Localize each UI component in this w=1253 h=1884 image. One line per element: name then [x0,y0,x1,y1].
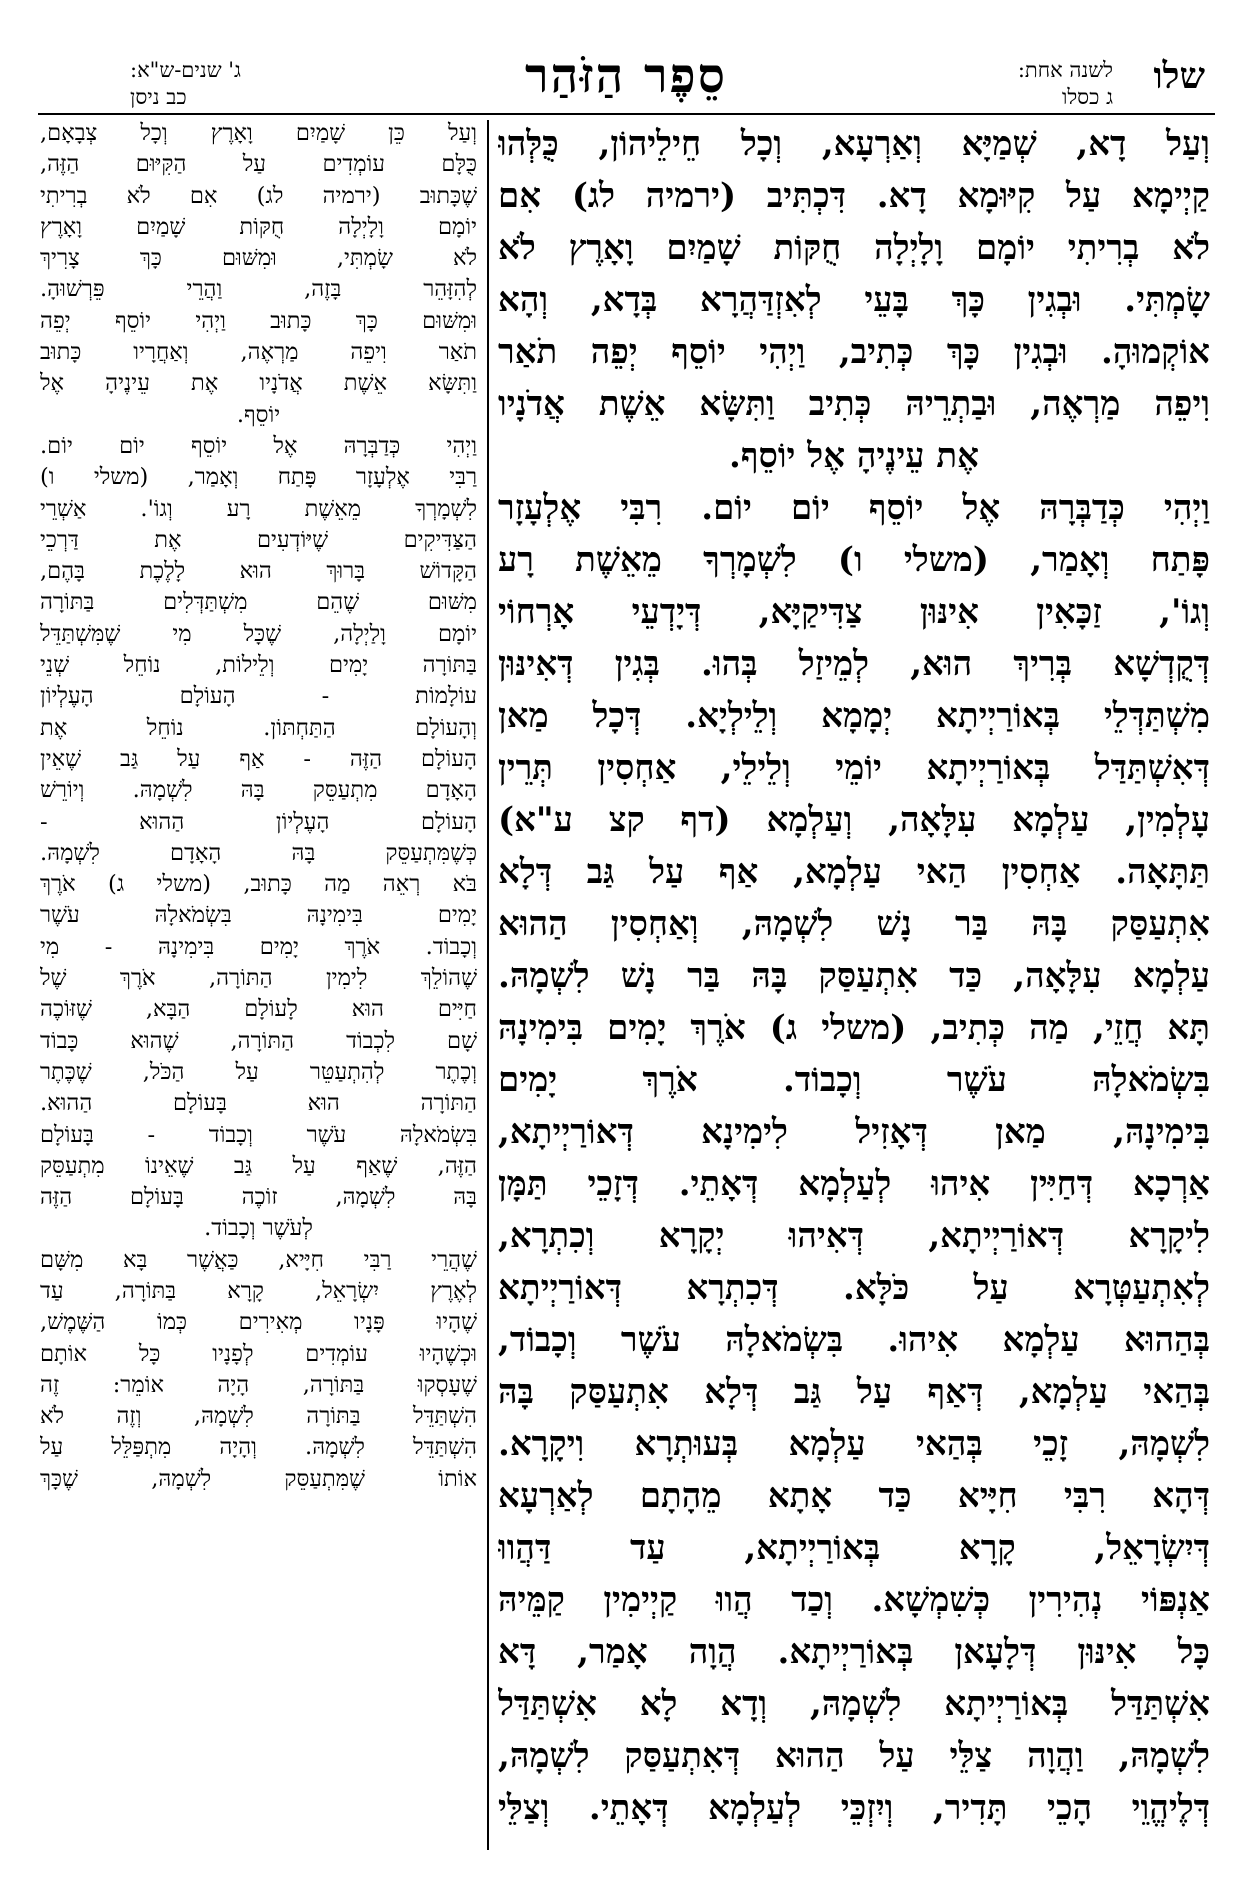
book-title: סֵפֶר הַזֹּהַר [525,48,727,104]
text-line: וַיְהִי כְּדַבְּרָהּ אֶל יוֹסֵף יוֹם יוֹם. רִבִּי אֶלְעָזָר [498,488,1210,528]
schedule-three-year-date: כב ניסן [130,85,187,109]
text-line: אוֹקְמוּהָ. וּבְגִין כָּךְ כְּתִיב, וַיְהִי יוֹסֵף יְפֵה תֹאַר [498,332,1210,372]
hebrew-translation-column [40,118,477,1874]
text-line: שֶׁהוֹלֵךְ לִימִין הַתּוֹרָה, אֹרֶךְ שֶׁל [40,965,477,992]
text-line: וְעַל דָא, שְׁמַיָּא וְאַרְעָא, וְכָל חֵילֵיהוֹן, כֻּלְּהוּ [498,124,1210,164]
text-line: תַּתָּאָה. אַחְסִין הַאי עַלְמָא, אַף עַל גַּב דְּלָא [498,852,1210,892]
text-line: לְאֶרֶץ יִשְׂרָאֵל, קָרָא בַּתּוֹרָה, עַד [40,1277,477,1304]
text-line: שֶׁהֲרֵי רַבִּי חִיָּיא, כַּאֲשֶׁר בָּא מִשָּׁם [40,1246,477,1273]
text-line: הָעוֹלָם הָעֶלְיוֹן הַהוּא - [40,808,477,835]
text-line: אִשְׁתַּדַּל בְּאוֹרַיְיתָא לִשְׁמָהּ, וְדָא לָא אִשְׁתַּדַּל [498,1684,1210,1724]
aramaic-text-column [498,118,1210,1874]
text-line: דְּאִשְׁתַּדַּל בְּאוֹרַיְיתָא יוֹמֵי וְלֵילֵי, אַחְסִין תְּרֵין [498,748,1210,788]
text-line: בְּהַהוּא עַלְמָא אִיהוּ. בִּשְׂמֹאלָהּ עֹשֶׁר וְכָבוֹד, [498,1320,1210,1360]
text-line: וְגוֹ', זַכָּאִין אִינּוּן צַדִּיקַיָּא, דְּיָדְעֵי אָרְחוֹי [498,592,1210,632]
text-line: לְעֹשֶׁר וְכָבוֹד. [204,1215,313,1242]
text-line: אֶת עֵינֶיהָ אֶל יוֹסֵף. [729,436,979,476]
text-line: דְּקֻדְשָׁא בְּרִיךְ הוּא, לְמֵיזַל בְּהוּ. בְּגִין דְּאִינּוּן [498,644,1210,684]
text-line: הַתּוֹרָה הוּא בָּעוֹלָם הַהוּא. [40,1090,477,1117]
text-line: קַיְימָא עַל קִיּוּמָא דָא. דִּכְתִּיב (ירמיה לג) אִם [498,176,1210,216]
text-line: שָׂמְתִּי. וּבְגִין כָּךְ בָּעֵי לְאִזְדַּהֲרָא בְּדָא, וְהָא [498,280,1210,320]
text-line: לִשְׁמָרְךָ מֵאֵשֶׁת רָע וְגוֹ'. אַשְׁרֵי [40,495,477,522]
text-line: וְעַל כֵּן שָׁמַיִם וָאָרֶץ וְכָל צְבָאָם, [40,120,477,146]
text-line: לֹא בְרִיתִי יוֹמָם וָלָיְלָה חֻקּוֹת שָׁמַיִם וָאָרֶץ לֹא [498,228,1210,268]
text-line: עָלְמִין, עַלְמָא עִלָּאָה, וְעַלְמָא (דף קצ ע"א) [498,800,1210,840]
text-line: בִּשְׂמֹאלָהּ עֹשֶׁר וְכָבוֹד - בָּעוֹלָם [40,1121,477,1148]
text-line: וּכְשֶׁהָיוּ עוֹמְדִים לְפָנָיו כָּל אוֹתָם [40,1340,477,1367]
text-line: בָּהּ לִשְׁמָהּ, זוֹכֶה בָּעוֹלָם הַזֶּה [40,1184,477,1211]
text-line: לֹא שָׂמְתִּי, וּמִשּׁוּם כָּךְ צָרִיךְ [40,245,477,272]
text-line: שֶׁהָיוּ פָּנָיו מְאִירִים כְּמוֹ הַשֶּׁמֶשׁ, [40,1309,477,1336]
text-line: אַרְכָא דְּחַיִּין אִיהוּ לְעַלְמָא דְּאָתֵי. דְּזָכֵי תַּמָּן [498,1164,1210,1204]
text-line: יוֹמָם וָלַיְלָה, שֶׁכָּל מִי שֶׁמִּשְׁתַּדֵּל [40,620,477,647]
text-line: יוֹמָם וָלָיְלָה חֻקּוֹת שָׁמַיִם וָאָרֶץ [40,213,477,240]
text-line: כָּל אִינּוּן דְּלָעָאן בְּאוֹרַיְיתָא. הֲוָה אָמַר, דָּא [498,1632,1210,1672]
text-line: לִשְׁמָהּ, וַהֲוָה צַלֵּי עַל הַהוּא דְּאִתְעַסַּק לִשְׁמָהּ, [498,1736,1210,1776]
text-line: הַזֶּה, שֶׁאַף עַל גַּב שֶׁאֵינוֹ מִתְעַסֵּק [40,1152,477,1179]
text-line: שֶׁכָּתוּב (ירמיה לג) אִם לֹא בְרִיתִי [40,182,477,209]
text-line: שָׁם לִכְבוֹד הַתּוֹרָה, שֶׁהוּא כָּבוֹד [40,1027,477,1054]
text-line: לִיקָרָא דְּאוֹרַיְיתָא, דְּאִיהוּ יְקָרָא וְכִתְרָא, [498,1216,1210,1256]
schedule-three-year-label: ג' שנים-ש"א: [130,58,241,82]
text-line: מִשְׁתַּדְּלֵי בְּאוֹרַיְיתָא יְמָמָא וְלֵילְיָא. דְּכָל מַאן [498,696,1210,736]
text-line: בַּתּוֹרָה יָמִים וְלֵילוֹת, נוֹחֵל שְׁנֵי [40,652,477,679]
text-line: בֹּא רְאֵה מַה כָּתוּב, (משלי ג) אֹרֶךְ [40,871,477,898]
column-divider [487,120,489,1850]
text-line: וְהָעוֹלָם הַתַּחְתּוֹן. נוֹחֵל אֶת [40,714,477,741]
text-line: לְאִתְעַטְּרָא עַל כֹּלָּא. דְּכִתְרָא דְּאוֹרַיְיתָא [498,1268,1210,1308]
text-line: וְכֶתֶר לְהִתְעַטֵּר עַל הַכֹּל, שֶׁכֶּתֶר [40,1058,477,1085]
text-line: לְהִזָּהֵר בָּזֶה, וַהֲרֵי פֵּרְשׁוּהָ. [40,276,477,303]
schedule-one-year-label: לשנה אחת: [1017,58,1113,82]
text-line: רַבִּי אֶלְעָזָר פָּתַח וְאָמַר, (משלי ו) [40,464,477,491]
text-line: כְּשֶׁמִּתְעַסֵּק בָּהּ הָאָדָם לִשְׁמָהּ. [40,839,477,866]
text-line: הָעוֹלָם הַזֶּה - אַף עַל גַּב שֶׁאֵין [40,745,477,772]
text-line: עַלְמָא עִלָּאָה, כַּד אִתְעַסַּק בָּהּ בַּר נָשׁ לִשְׁמָהּ. [498,956,1210,996]
text-line: יָמִים בִּימִינָהּ בִּשְׂמֹאלָהּ עֹשֶׁר [40,902,477,929]
text-line: שֶׁעָסְקוּ בַּתּוֹרָה, הָיָה אוֹמֵר: זֶה [40,1371,477,1398]
text-line: וִיפֵה מַרְאֶה, וּבַתְרֵיהּ כְּתִיב וַתִּשָּׂא אֵשֶׁת אֲדֹנָיו [498,384,1210,424]
text-line: פָּתַח וְאָמַר, (משלי ו) לִשְׁמָרְךָ מֵאֵשֶׁת רָע [498,540,1210,580]
text-line: לִשְׁמָהּ, זָכֵי בְּהַאי עַלְמָא בְּעוּתְרָא וִיקָרָא. [498,1424,1210,1464]
text-line: בְּהַאי עַלְמָא, דְּאַף עַל גַּב דְּלָא אִתְעַסַּק בָּהּ [498,1372,1210,1412]
text-line: אִתְעַסַּק בָּהּ בַּר נָשׁ לִשְׁמָהּ, וְאַחְסִין הַהוּא [498,904,1210,944]
text-line: מִשּׁוּם שֶׁהֵם מִשְׁתַּדְּלִים בַּתּוֹרָה [40,589,477,616]
text-line: הַצַּדִּיקִים שֶׁיּוֹדְעִים אֶת דַּרְכֵי [40,526,477,553]
text-line: חַיִּים הוּא לָעוֹלָם הַבָּא, שֶׁזּוֹכֶה [40,996,477,1023]
text-line: בִּשְׂמֹאלָהּ עֹשֶׁר וְכָבוֹד. אֹרֶךְ יָמִים [498,1060,1210,1100]
text-line: הָאָדָם מִתְעַסֵּק בָּהּ לִשְׁמָהּ. וְיוֹרֵשׁ [40,777,477,804]
text-line: אַנְפּוֹי נְהִירִין כְּשִׁמְשָׁא. וְכַד הֲווּ קַיְימִין קַמֵּיהּ [498,1580,1210,1620]
text-line: הִשְׁתַּדֵּל בַּתּוֹרָה לִשְׁמָהּ, וְזֶה לֹא [40,1403,477,1430]
text-line: תֹאַר וִיפֵה מַרְאֶה, וְאַחֲרָיו כָּתוּב [40,339,477,366]
text-line: כֻּלָּם עוֹמְדִים עַל הַקִּיּוּם הַזֶּה, [40,151,477,178]
text-line: הַקָּדוֹשׁ בָּרוּךְ הוּא לָלֶכֶת בָּהֶם, [40,558,477,585]
text-line: אוֹתוֹ שֶׁמִּתְעַסֵּק לִשְׁמָהּ, שֶׁכָּךְ [40,1465,477,1492]
text-line: עוֹלָמוֹת - הָעוֹלָם הָעֶלְיוֹן [40,683,477,710]
text-line: יוֹסֵף. [236,401,281,428]
text-line: תָּא חֲזֵי, מַה כְּתִיב, (משלי ג) אֹרֶךְ יָמִים בִּימִינָהּ [498,1008,1210,1048]
header-rule [38,113,1215,115]
text-line: וַיְהִי כְּדַבְּרָהּ אֶל יוֹסֵף יוֹם יוֹם. [40,432,477,459]
text-line: וַתִּשָּׂא אֵשֶׁת אֲדֹנָיו אֶת עֵינֶיהָ אֶל [40,370,477,397]
text-line: וּמִשּׁוּם כָּךְ כָּתוּב וַיְהִי יוֹסֵף יְפֵה [40,307,477,334]
text-line: וְכָבוֹד. אֹרֶךְ יָמִים בִּימִינָהּ - מִי [40,933,477,960]
text-line: דְּיִשְׂרָאֵל, קָרָא בְּאוֹרַיְיתָא, עַד דַּהֲווּ [498,1528,1210,1568]
text-line: דְּלֶיהֱוֵי הָכֵי תָּדִיר, וְיִזְכֵּי לְעַלְמָא דְּאָתֵי. וְצַלֵּי [498,1788,1210,1828]
page-number: שלו [1153,55,1205,97]
schedule-one-year-date: ג כסלו [1061,85,1113,109]
text-line: דְּהָא רִבִּי חִיָּיא כַּד אָתָא מֵהָתָם לְאַרְעָא [498,1476,1210,1516]
text-line: בִּימִינָהּ, מַאן דְּאָזִיל לִימִינָא דְּאוֹרַיְיתָא, [498,1112,1210,1152]
text-line: הִשְׁתַּדֵּל לִשְׁמָהּ. וְהָיָה מִתְפַּלֵּל עַל [40,1434,477,1461]
